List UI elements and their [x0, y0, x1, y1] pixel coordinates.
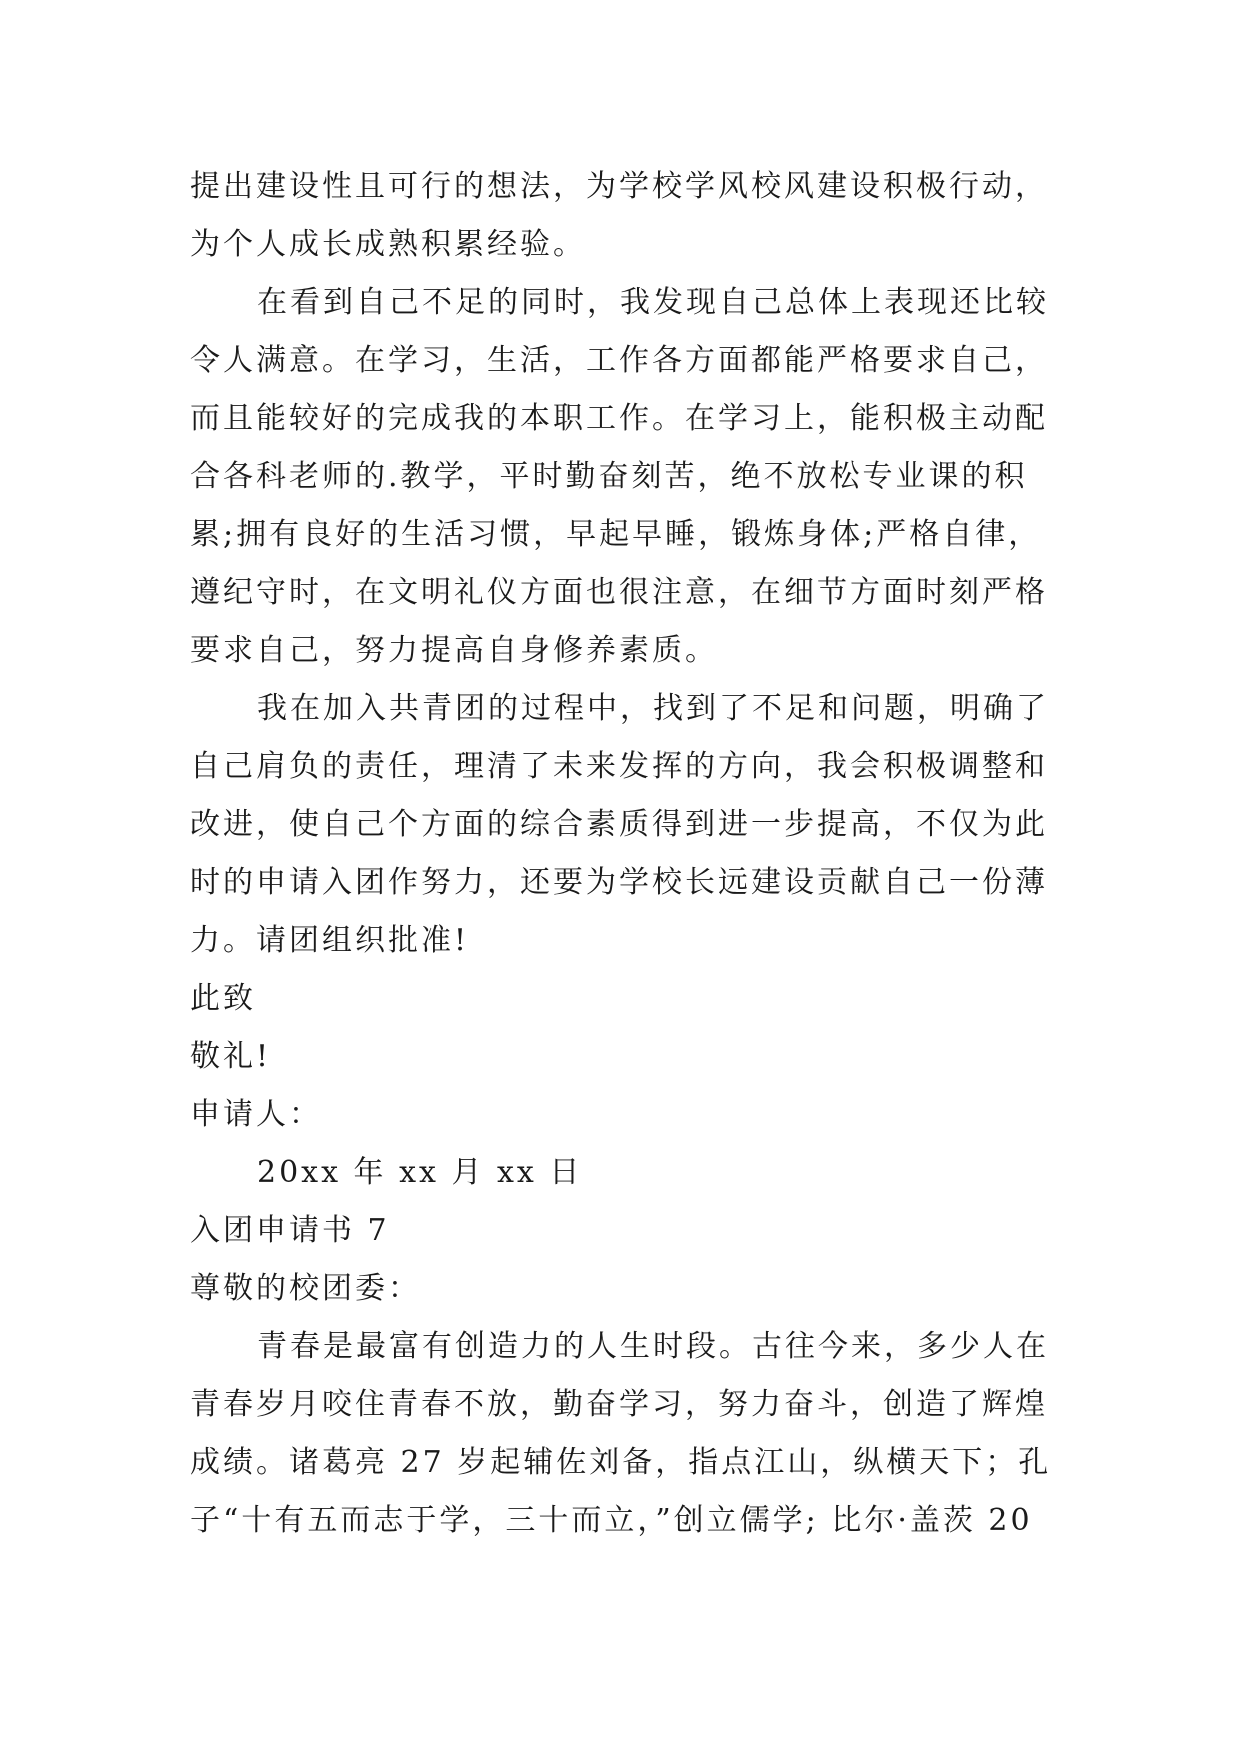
paragraph-line: 令人满意。在学习，生活，工作各方面都能严格要求自己， [190, 343, 1048, 378]
paragraph-first-line: 我在加入共青团的过程中，找到了不足和问题，明确了 [257, 691, 1049, 726]
paragraph-line: 累;拥有良好的生活习惯，早起早睡，锻炼身体;严格自律， [190, 517, 1042, 552]
paragraph-first-line: 在看到自己不足的同时，我发现自己总体上表现还比较 [257, 285, 1049, 320]
recipient-line: 尊敬的校团委： [190, 1271, 421, 1306]
paragraph-line: 要求自己，努力提高自身修养素质。 [190, 633, 718, 668]
applicant-label: 申请人： [190, 1097, 322, 1132]
paragraph-line: 力。请团组织批准! [190, 923, 470, 958]
date-line: 20xx 年 xx 月 xx 日 [257, 1155, 583, 1190]
paragraph-line: 青春岁月咬住青春不放，勤奋学习，努力奋斗，创造了辉煌 [190, 1387, 1048, 1422]
paragraph-line: 而且能较好的完成我的本职工作。在学习上，能积极主动配 [190, 401, 1048, 436]
section-title: 入团申请书 7 [190, 1213, 390, 1248]
salutation-line: 敬礼! [190, 1039, 272, 1074]
paragraph-first-line: 青春是最富有创造力的人生时段。古往今来，多少人在 [257, 1329, 1049, 1364]
paragraph-line: 时的申请入团作努力，还要为学校长远建设贡献自己一份薄 [190, 865, 1048, 900]
paragraph-line: 提出建设性且可行的想法，为学校学风校风建设积极行动， [190, 169, 1048, 204]
paragraph-line: 改进，使自己个方面的综合素质得到进一步提高，不仅为此 [190, 807, 1048, 842]
paragraph-line: 合各科老师的.教学，平时勤奋刻苦，绝不放松专业课的积 [190, 459, 1028, 494]
paragraph-line: 自己肩负的责任，理清了未来发挥的方向，我会积极调整和 [190, 749, 1048, 784]
paragraph-line: 成绩。诸葛亮 27 岁起辅佐刘备，指点江山，纵横天下；孔 [190, 1445, 1052, 1480]
paragraph-line: 为个人成长成熟积累经验。 [190, 227, 586, 262]
closing-line: 此致 [190, 981, 256, 1016]
paragraph-line: 子“十有五而志于学，三十而立，”创立儒学; 比尔·盖茨 20 [190, 1503, 1033, 1538]
paragraph-line: 遵纪守时，在文明礼仪方面也很注意，在细节方面时刻严格 [190, 575, 1048, 610]
